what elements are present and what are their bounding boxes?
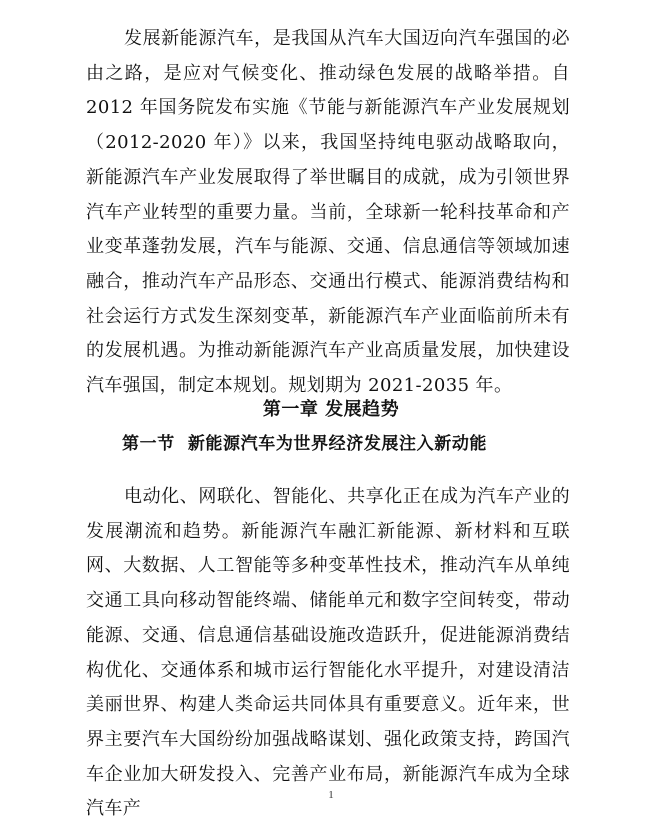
intro-paragraph: 发展新能源汽车，是我国从汽车大国迈向汽车强国的必由之路，是应对气候变化、推动绿色发展的战略举措。自 2012 年国务院发布实施《节能与新能源汽车产业发展规划（2012-2020 年）》以来，我国坚持纯电驱动战略取向，新能源汽车产业发展取得了举世瞩目的成就，成为引领世界汽车产业转型的重要力量。当前，全球新一轮科技革命和产业变革蓬勃发展，汽车与能源、交通、信息通信等领域加速融合，推动汽车产品形态、交通出行模式、能源消费结构和社会运行方式发生深刻变革，新能源汽车产业面临前所未有的发展机遇。为推动新能源汽车产业高质量发展，加快建设汽车强国，制定本规划。规划期为 2021-2035 年。 — [86, 28, 570, 397]
section-title: 第一节 新能源汽车为世界经济发展注入新动能 — [122, 434, 488, 454]
body-paragraph: 电动化、网联化、智能化、共享化正在成为汽车产业的发展潮流和趋势。新能源汽车融汇新能源、新材料和互联网、大数据、人工智能等多种变革性技术，推动汽车从单纯交通工具向移动智能终端、储能单元和数字空间转变，带动能源、交通、信息通信基础设施改造跃升，促进能源消费结构优化、交通体系和城市运行智能化水平提升，对建设清洁美丽世界、构建人类命运共同体具有重要意义。近年来，世界主要汽车大国纷纷加强战略谋划、强化政策支持，跨国汽车企业加大研发投入、完善产业布局，新能源汽车成为全球汽车产 — [86, 486, 570, 820]
page-number: 1 — [328, 789, 334, 801]
chapter-title: 第一章 发展趋势 — [262, 399, 400, 420]
